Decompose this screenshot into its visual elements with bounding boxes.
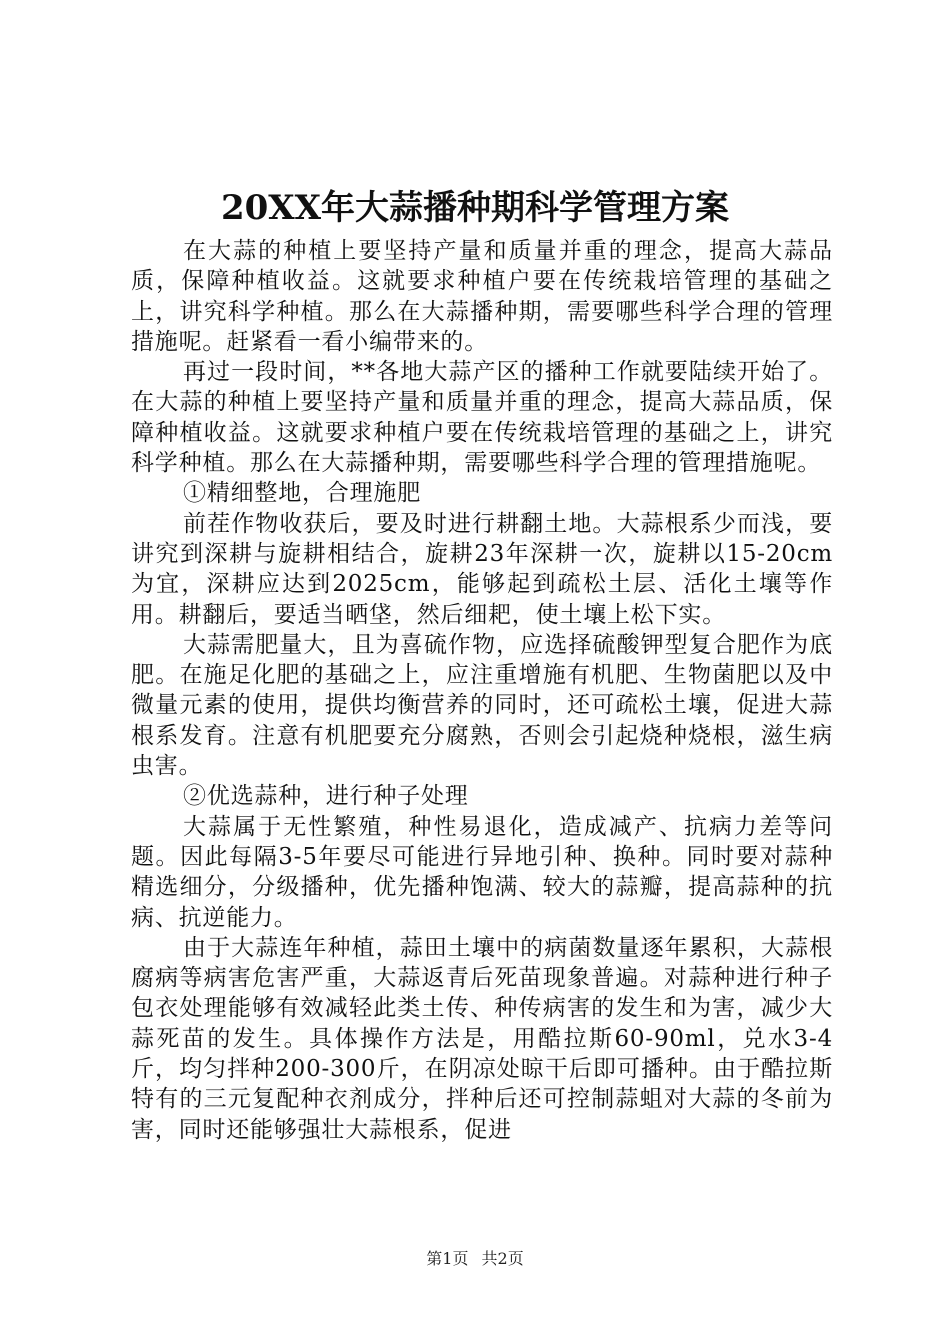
paragraph-fertilizer: 大蒜需肥量大，且为喜硫作物，应选择硫酸钾型复合肥作为底肥。在施足化肥的基础之上，应注重增施有机肥、生物菌肥以及中微量元素的使用，提供均衡营养的同时，还可疏松土壤，促进大蒜根系发育。注意有机肥要充分腐熟，否则会引起烧种烧根，滋生病虫害。 bbox=[131, 631, 833, 780]
paragraph-seed-selection: 大蒜属于无性繁殖，种性易退化，造成减产、抗病力差等问题。因此每隔3-5年要尽可能进行异地引种、换种。同时要对蒜种精选细分，分级播种，优先播种饱满、较大的蒜瓣，提高蒜种的抗病、抗逆能力。 bbox=[131, 813, 833, 931]
document-body bbox=[131, 236, 833, 1145]
page-total: 共2页 bbox=[481, 1249, 524, 1268]
paragraph-seed-treatment: 由于大蒜连年种植，蒜田土壤中的病菌数量逐年累积，大蒜根腐病等病害危害严重，大蒜返青后死苗现象普遍。对蒜种进行种子包衣处理能够有效减轻此类土传、种传病害的发生和为害，减少大蒜死苗的发生。具体操作方法是，用酷拉斯60-90ml，兑水3-4斤，均匀拌种200-300斤，在阴凉处晾干后即可播种。由于酷拉斯特有的三元复配种衣剂成分，拌种后还可控制蒜蛆对大蒜的冬前为害，同时还能够强壮大蒜根系，促进 bbox=[131, 934, 833, 1143]
section-heading-seed: ②优选蒜种，进行种子处理 bbox=[183, 783, 469, 810]
page-number: 第1页 bbox=[426, 1249, 469, 1268]
document-title: 20XX年大蒜播种期科学管理方案 bbox=[220, 188, 730, 228]
page-footer bbox=[0, 1246, 950, 1269]
paragraph-tillage: 前茬作物收获后，要及时进行耕翻土地。大蒜根系少而浅，要讲究到深耕与旋耕相结合，旋耕23年深耕一次，旋耕以15-20cm为宜，深耕应达到2025cm，能够起到疏松土层、活化土壤等作用。耕翻后，要适当晒垡，然后细耙，使土壤上松下实。 bbox=[131, 510, 833, 628]
paragraph-background: 再过一段时间，**各地大蒜产区的播种工作就要陆续开始了。在大蒜的种植上要坚持产量和质量并重的理念，提高大蒜品质，保障种植收益。这就要求种植户要在传统栽培管理的基础之上，讲究科学种植。那么在大蒜播种期，需要哪些科学合理的管理措施呢。 bbox=[131, 359, 833, 477]
section-heading-soil: ①精细整地，合理施肥 bbox=[183, 480, 421, 507]
paragraph-intro: 在大蒜的种植上要坚持产量和质量并重的理念，提高大蒜品质，保障种植收益。这就要求种植户要在传统栽培管理的基础之上，讲究科学种植。那么在大蒜播种期，需要哪些科学合理的管理措施呢。赶紧看一看小编带来的。 bbox=[131, 238, 833, 355]
